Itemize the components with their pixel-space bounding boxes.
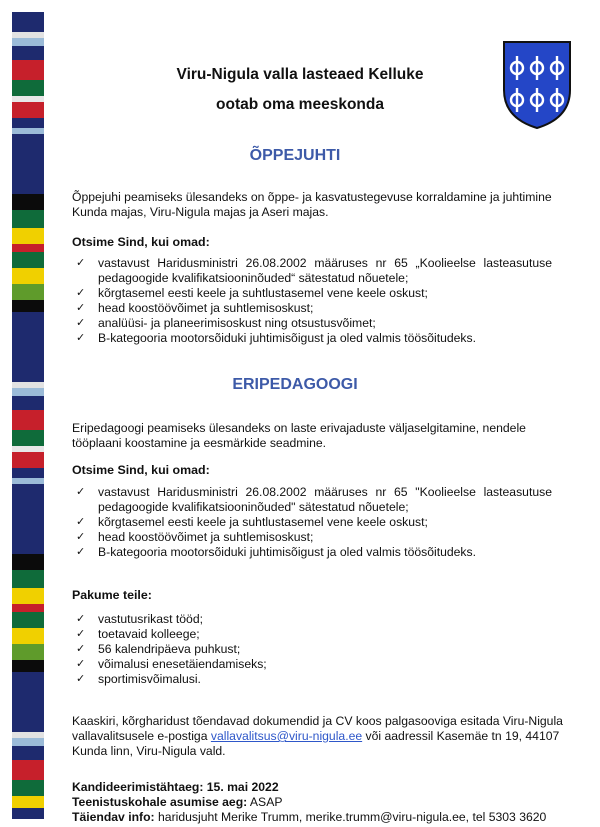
requirements-list — [72, 256, 552, 346]
contact-info: Täiendav info: haridusjuht Merike Trumm, merike.trumm@viru-nigula.ee, tel 5303 3620 — [72, 810, 547, 824]
stripe-band — [12, 300, 44, 312]
stripe-band — [12, 628, 44, 644]
stripe-band — [12, 570, 44, 588]
stripe-band — [12, 808, 44, 819]
section-description: Eripedagoogi peamiseks ülesandeks on laste erivajaduste väljaselgitamine, nendele tööplaani koostamine ja eesmärkide seadmine. — [72, 421, 526, 450]
requirements-title: Otsime Sind, kui omad: — [72, 463, 210, 477]
stripe-band — [12, 410, 44, 430]
requirements-title: Otsime Sind, kui omad: — [72, 235, 210, 249]
check-icon: ✓ — [76, 643, 86, 655]
stripe-band — [12, 780, 44, 796]
stripe-band — [12, 554, 44, 570]
check-icon: ✓ — [76, 546, 86, 558]
stripe-band — [12, 746, 44, 760]
requirements-list — [72, 485, 552, 560]
stripe-band — [12, 46, 44, 60]
section-heading-eripedagoog: ERIPEDAGOOGI — [232, 376, 358, 393]
check-icon: ✓ — [76, 628, 86, 640]
check-icon: ✓ — [76, 658, 86, 670]
check-icon: ✓ — [76, 531, 86, 543]
stripe-band — [12, 604, 44, 612]
email-link[interactable]: vallavalitsus@viru-nigula.ee — [210, 729, 363, 743]
stripe-band — [12, 118, 44, 128]
stripe-band — [12, 672, 44, 732]
list-item: ✓ head koostöövõimet ja suhtlemisoskust; — [76, 530, 314, 544]
stripe-band — [12, 80, 44, 96]
check-icon: ✓ — [76, 332, 86, 344]
list-item: ✓ vastavust Haridusministri 26.08.2002 määruses nr 65 „Koolieelse lasteasutuse pedagoogide kvalifikatsiooninõuded“ sätestatud nõuetele; — [76, 256, 552, 285]
stripe-band — [12, 268, 44, 284]
list-item: ✓ toetavaid kolleege; — [76, 627, 200, 641]
stripe-band — [12, 194, 44, 210]
stripe-band — [12, 38, 44, 46]
page-title: Viru-Nigula valla lasteaed Kelluke — [176, 66, 424, 83]
stripe-band — [12, 452, 44, 468]
stripe-band — [12, 244, 44, 252]
list-item: ✓ sportimisvõimalusi. — [76, 672, 201, 686]
check-icon: ✓ — [76, 516, 86, 528]
stripe-band — [12, 284, 44, 300]
stripe-band — [12, 612, 44, 628]
list-item: ✓ 56 kalendripäeva puhkust; — [76, 642, 241, 656]
page-subtitle: ootab oma meeskonda — [216, 96, 384, 113]
stripe-band — [12, 468, 44, 478]
start-date: Teenistuskohale asumise aeg: ASAP — [72, 795, 283, 809]
stripe-band — [12, 588, 44, 604]
offer-title: Pakume teile: — [72, 588, 152, 602]
stripe-band — [12, 484, 44, 554]
footer-info — [72, 780, 572, 825]
stripe-band — [12, 312, 44, 382]
stripe-band — [12, 796, 44, 808]
stripe-band — [12, 760, 44, 780]
stripe-band — [12, 60, 44, 80]
stripe-band — [12, 660, 44, 672]
check-icon: ✓ — [76, 317, 86, 329]
list-item: ✓ B-kategooria mootorsõiduki juhtimisõigust ja oled valmis töösõitudeks. — [76, 331, 476, 345]
stripe-band — [12, 430, 44, 446]
stripe-band — [12, 134, 44, 194]
stripe-band — [12, 102, 44, 118]
list-item: ✓ analüüsi- ja planeerimisoskust ning otsustusvõimet; — [76, 316, 376, 330]
list-item: ✓ vastavust Haridusministri 26.08.2002 määruses nr 65 "Koolieelse lasteasutuse pedagoogide kvalifikatsiooninõuded" sätestatud nõuetele; — [76, 485, 552, 514]
check-icon: ✓ — [76, 287, 86, 299]
deadline: Kandideerimistähtaeg: 15. mai 2022 — [72, 780, 279, 794]
stripe-band — [12, 396, 44, 410]
check-icon: ✓ — [76, 257, 86, 269]
check-icon: ✓ — [76, 302, 86, 314]
stripe-band — [12, 12, 44, 32]
decorative-stripe — [12, 12, 44, 815]
offer-list — [72, 612, 552, 687]
list-item: ✓ B-kategooria mootorsõiduki juhtimisõigust ja oled valmis töösõitudeks. — [76, 545, 476, 559]
stripe-band — [12, 228, 44, 244]
stripe-band — [12, 644, 44, 660]
application-instructions: Kaaskiri, kõrgharidust tõendavad dokumendid ja CV koos palgasooviga esitada Viru-Nigula vallavalitsusele e-postiga vallavalitsus@viru-nigula.ee või aadressil Kasemäe tn 19, 44107 Kunda linn, Viru-Nigula vald. — [72, 714, 563, 758]
stripe-band — [12, 738, 44, 746]
stripe-band — [12, 210, 44, 228]
coat-of-arms-icon — [500, 38, 574, 130]
stripe-band — [12, 388, 44, 396]
list-item: ✓ vastutusrikast tööd; — [76, 612, 203, 626]
list-item: ✓ võimalusi enesetäiendamiseks; — [76, 657, 267, 671]
section-heading-oppejuht: ÕPPEJUHTI — [249, 147, 341, 164]
list-item: ✓ kõrgtasemel eesti keele ja suhtlustasemel vene keele oskust; — [76, 286, 428, 300]
check-icon: ✓ — [76, 613, 86, 625]
stripe-band — [12, 252, 44, 268]
check-icon: ✓ — [76, 673, 86, 685]
list-item: ✓ head koostöövõimet ja suhtlemisoskust; — [76, 301, 314, 315]
check-icon: ✓ — [76, 486, 86, 498]
list-item: ✓ kõrgtasemel eesti keele ja suhtlustasemel vene keele oskust; — [76, 515, 428, 529]
section-description: Õppejuhi peamiseks ülesandeks on õppe- ja kasvatustegevuse korraldamine ja juhtimine Kunda majas, Viru-Nigula majas ja Aseri majas. — [72, 190, 552, 219]
